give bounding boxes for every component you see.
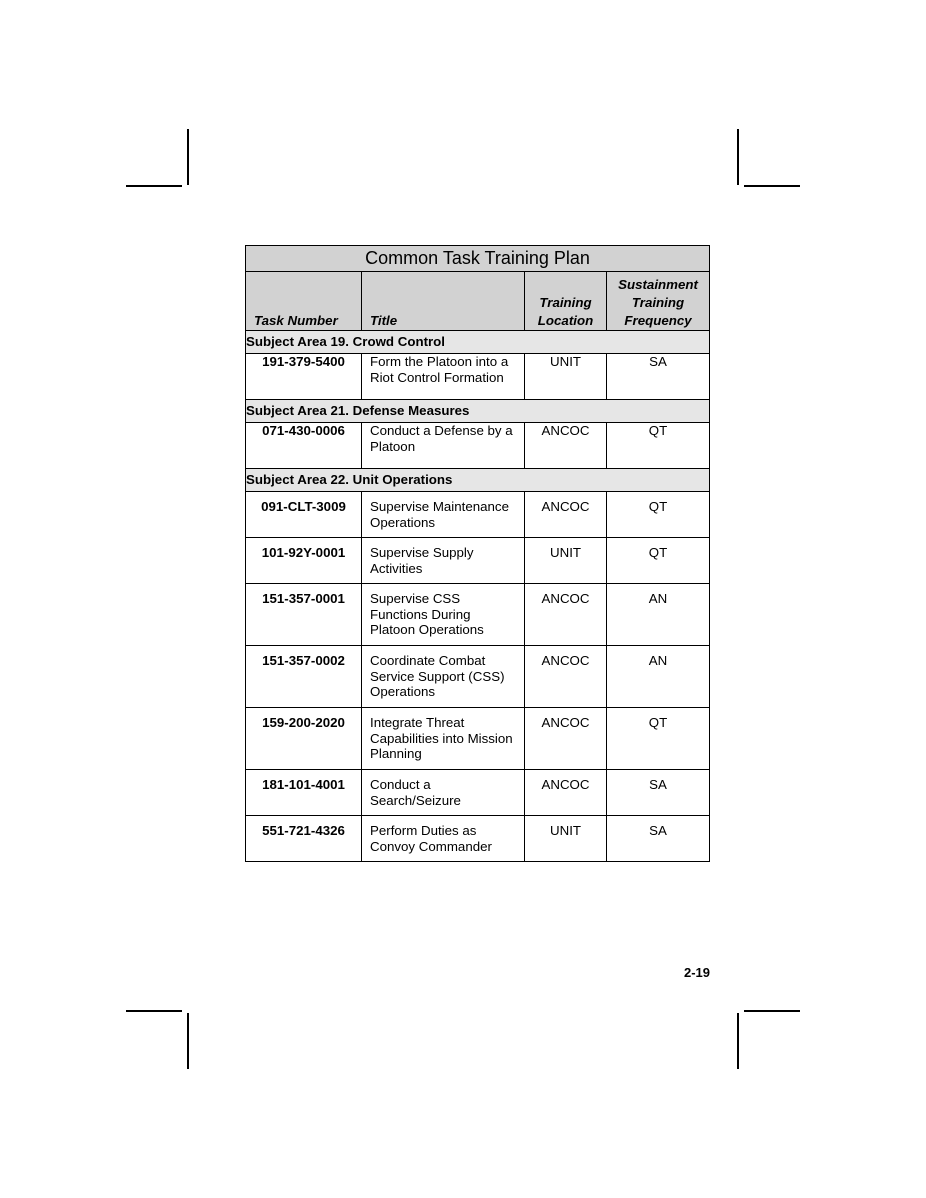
sustainment-frequency-cell: AN	[607, 584, 710, 646]
subject-area-label: Subject Area 22. Unit Operations	[246, 469, 710, 492]
task-title-line: Integrate Threat	[370, 715, 465, 730]
subject-area-row	[246, 331, 710, 354]
crop-mark	[737, 129, 739, 185]
task-title-line: Supervise Supply	[370, 545, 474, 560]
task-number-cell: 551-721-4326	[246, 816, 362, 862]
table-body	[246, 331, 710, 862]
header-line: Frequency	[624, 313, 692, 328]
training-location-cell: UNIT	[525, 538, 607, 584]
training-plan-table-container	[245, 245, 709, 862]
task-title-cell	[362, 354, 525, 400]
task-title-line: Operations	[370, 514, 436, 530]
table-row	[246, 538, 710, 584]
training-location-cell: ANCOC	[525, 708, 607, 770]
header-task-number: Task Number	[246, 272, 362, 331]
task-number-cell: 101-92Y-0001	[246, 538, 362, 584]
training-location-cell: ANCOC	[525, 770, 607, 816]
sustainment-frequency-cell: QT	[607, 492, 710, 538]
training-location-cell: ANCOC	[525, 423, 607, 469]
task-number-cell: 091-CLT-3009	[246, 492, 362, 538]
task-title-line: Operations	[370, 684, 436, 700]
training-location-cell: ANCOC	[525, 646, 607, 708]
training-location-cell: UNIT	[525, 816, 607, 862]
sustainment-frequency-cell: AN	[607, 646, 710, 708]
task-title-line: Convoy Commander	[370, 838, 492, 854]
task-title-cell	[362, 538, 525, 584]
training-location-cell: ANCOC	[525, 492, 607, 538]
subject-area-label: Subject Area 21. Defense Measures	[246, 400, 710, 423]
table-row	[246, 423, 710, 469]
subject-area-row	[246, 469, 710, 492]
task-number-cell: 181-101-4001	[246, 770, 362, 816]
task-title-line: Functions During	[370, 606, 471, 622]
header-line: Location	[537, 313, 594, 328]
header-line: Sustainment	[618, 277, 698, 292]
training-plan-table	[245, 245, 710, 862]
header-title: Title	[362, 272, 525, 331]
task-title-cell	[362, 423, 525, 469]
task-number-cell: 151-357-0001	[246, 584, 362, 646]
crop-mark	[126, 1010, 182, 1012]
sustainment-frequency-cell: QT	[607, 708, 710, 770]
task-title-cell	[362, 708, 525, 770]
task-title-line: Capabilities into Mission	[370, 730, 513, 746]
subject-area-label: Subject Area 19. Crowd Control	[246, 331, 710, 354]
task-title-line: Conduct a Defense by a	[370, 423, 513, 438]
task-title-cell	[362, 646, 525, 708]
table-row	[246, 492, 710, 538]
sustainment-frequency-cell: QT	[607, 423, 710, 469]
crop-mark	[187, 1013, 189, 1069]
task-number-cell: 071-430-0006	[246, 423, 362, 469]
task-number-cell: 151-357-0002	[246, 646, 362, 708]
sustainment-frequency-cell: SA	[607, 816, 710, 862]
task-title-line: Supervise Maintenance	[370, 499, 509, 514]
page-number: 2-19	[684, 965, 711, 980]
header-line: Training	[631, 295, 685, 310]
task-title-line: Supervise CSS	[370, 591, 461, 606]
training-location-cell: ANCOC	[525, 584, 607, 646]
table-row	[246, 770, 710, 816]
subject-area-row	[246, 400, 710, 423]
table-title: Common Task Training Plan	[246, 246, 710, 272]
task-number-cell: 191-379-5400	[246, 354, 362, 400]
task-title-line: Search/Seizure	[370, 792, 461, 808]
crop-mark	[187, 129, 189, 185]
task-title-line: Coordinate Combat	[370, 653, 486, 668]
crop-mark	[126, 185, 182, 187]
crop-mark	[744, 185, 800, 187]
task-title-line: Conduct a	[370, 777, 431, 792]
crop-mark	[744, 1010, 800, 1012]
task-title-line: Form the Platoon into a	[370, 354, 509, 369]
task-title-cell	[362, 816, 525, 862]
sustainment-frequency-cell: SA	[607, 770, 710, 816]
task-title-line: Riot Control Formation	[370, 369, 504, 385]
header-line: Training	[539, 295, 592, 310]
task-title-cell	[362, 584, 525, 646]
task-title-line: Activities	[370, 560, 423, 576]
task-title-cell	[362, 492, 525, 538]
task-number-cell: 159-200-2020	[246, 708, 362, 770]
task-title-cell	[362, 770, 525, 816]
header-training-location	[525, 272, 607, 331]
task-title-line: Service Support (CSS)	[370, 668, 505, 684]
sustainment-frequency-cell: SA	[607, 354, 710, 400]
training-location-cell: UNIT	[525, 354, 607, 400]
table-row	[246, 354, 710, 400]
table-row	[246, 646, 710, 708]
sustainment-frequency-cell: QT	[607, 538, 710, 584]
table-row	[246, 708, 710, 770]
task-title-line: Platoon	[370, 438, 416, 454]
header-sustainment-frequency	[607, 272, 710, 331]
table-row	[246, 584, 710, 646]
task-title-line: Perform Duties as	[370, 823, 477, 838]
task-title-line: Platoon Operations	[370, 622, 484, 638]
task-title-line: Planning	[370, 746, 422, 762]
table-row	[246, 816, 710, 862]
crop-mark	[737, 1013, 739, 1069]
